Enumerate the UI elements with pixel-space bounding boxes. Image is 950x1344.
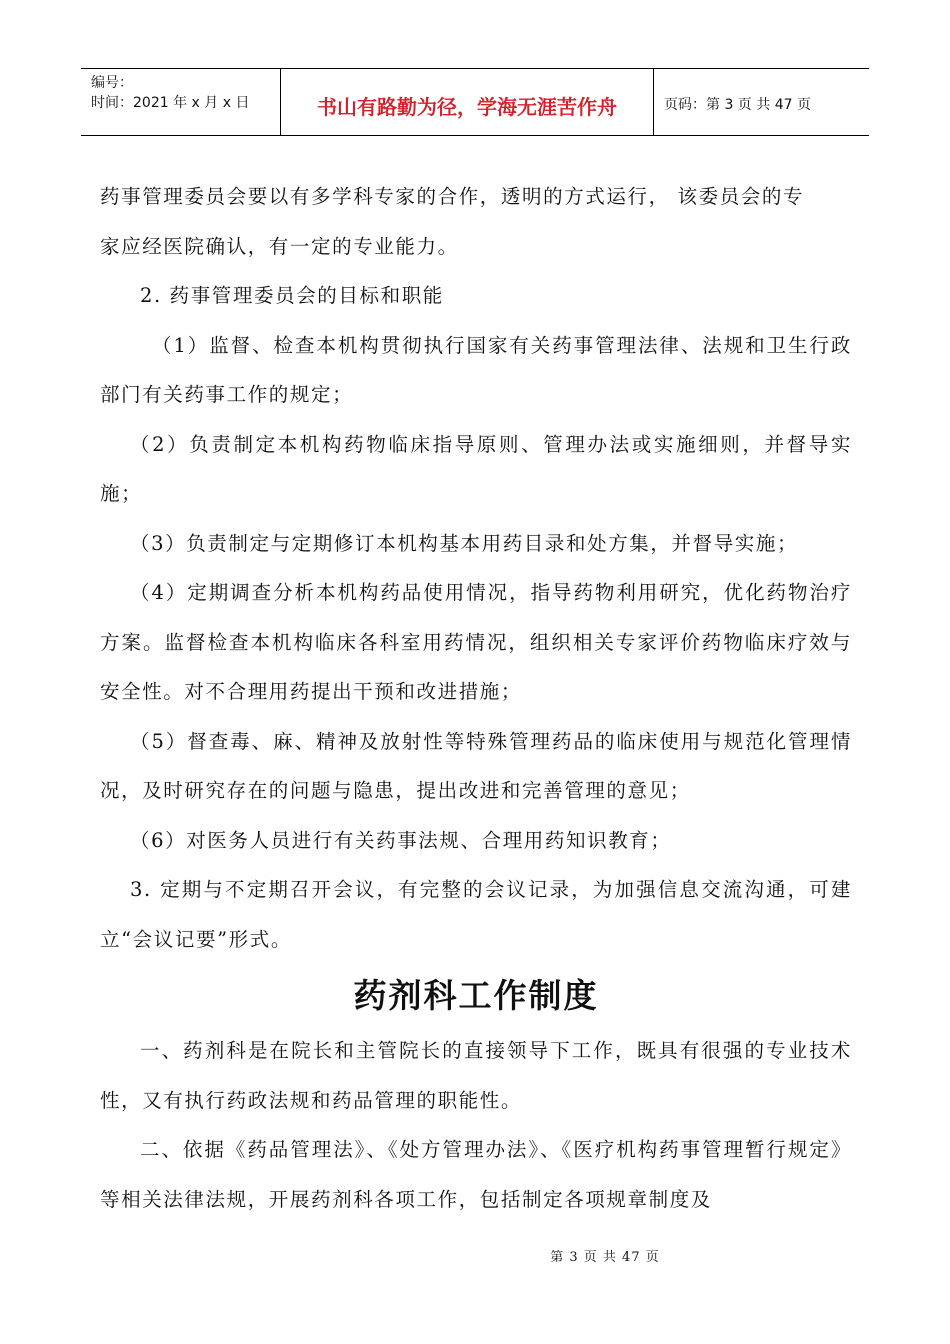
paragraph-item-4: （4）定期调查分析本机构药品使用情况，指导药物利用研究，优化药物治疗方案。监督检查本机构临床各科室用药情况，组织相关专家评价药物临床疗效与安全性。对不合理用药提出干预和改进措施；	[100, 581, 852, 703]
paragraph-item-6: （6）对医务人员进行有关药事法规、合理用药知识教育；	[130, 828, 672, 852]
paragraph-heading-3: 3. 定期与不定期召开会议，有完整的会议记录，为加强信息交流沟通，可建立“会议记要”形式。	[100, 878, 852, 951]
paragraph-line: 家应经医院确认，有一定的专业能力。	[100, 234, 459, 258]
header-date-label: 时间：2021 年 x 月 x 日	[91, 95, 250, 111]
section-paragraph-1: 一、药剂科是在院长和主管院长的直接领导下工作，既具有很强的专业技术性，又有执行药政法规和药品管理的职能性。	[100, 1039, 852, 1112]
page-footer: 第 3 页 共 47 页	[550, 1250, 660, 1265]
document-header	[81, 68, 869, 136]
header-number-label: 编号：	[91, 75, 133, 91]
header-page-info: 页码：第 3 页 共 47 页	[664, 97, 811, 113]
paragraph-item-1: （1）监督、检查本机构贯彻执行国家有关药事管理法律、法规和卫生行政部门有关药事工作的规定；	[100, 333, 852, 406]
paragraph-heading-2: 2. 药事管理委员会的目标和职能	[140, 284, 444, 307]
section-title: 药剂科工作制度	[353, 976, 599, 1015]
document-body	[100, 172, 852, 1224]
header-motto: 书山有路勤为径，学海无涯苦作舟	[281, 69, 654, 135]
paragraph-line: 药事管理委员会要以有多学科专家的合作，透明的方式运行， 该委员会的专	[100, 185, 805, 208]
paragraph-item-2: （2）负责制定本机构药物临床指导原则、管理办法或实施细则，并督导实施；	[100, 432, 852, 505]
header-meta	[81, 69, 281, 135]
paragraph-item-5: （5）督查毒、麻、精神及放射性等特殊管理药品的临床使用与规范化管理情况，及时研究存在的问题与隐患，提出改进和完善管理的意见；	[100, 729, 852, 802]
paragraph-item-3: （3）负责制定与定期修订本机构基本用药目录和处方集，并督导实施；	[130, 531, 799, 555]
section-paragraph-2: 二、依据《药品管理法》、《处方管理办法》、《医疗机构药事管理暂行规定》等相关法律法规，开展药剂科各项工作，包括制定各项规章制度及	[100, 1138, 852, 1211]
